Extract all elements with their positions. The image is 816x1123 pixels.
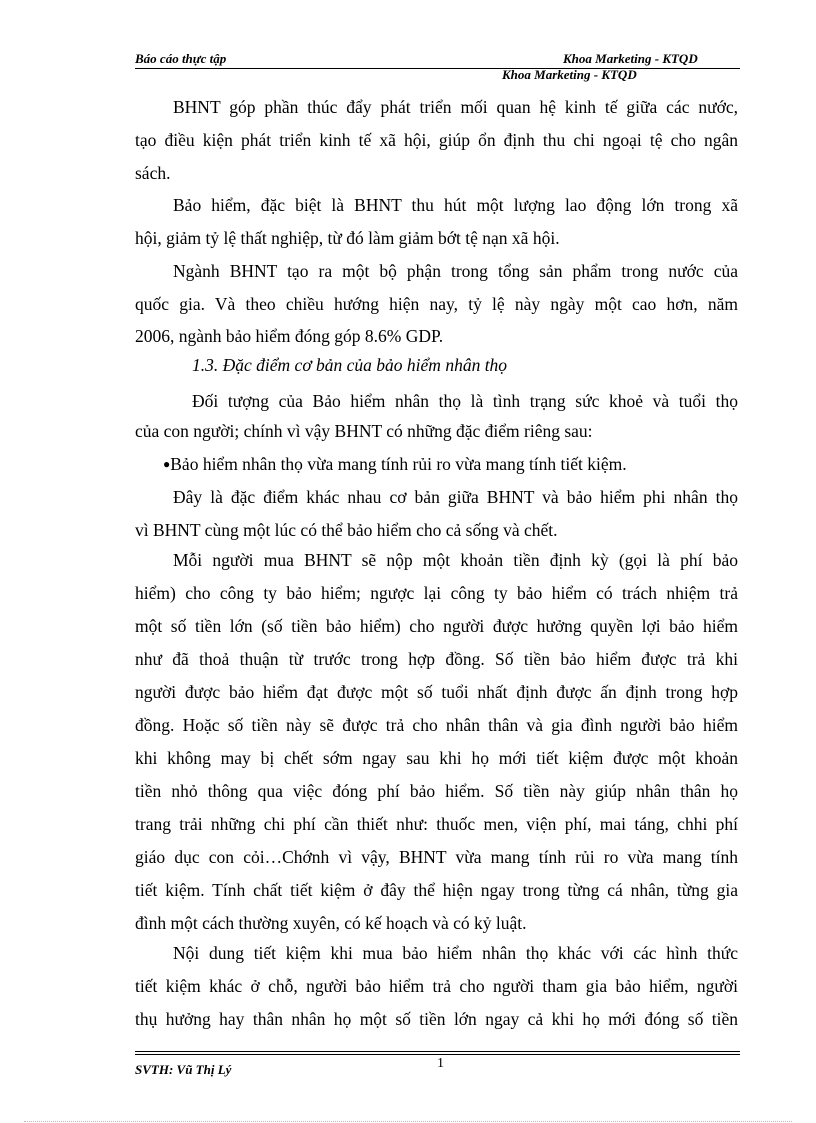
body-line: sách. [135, 163, 171, 183]
header-report-title: Báo cáo thực tập [135, 51, 227, 66]
body-line: như đã thoả thuận từ trước trong hợp đồng. Số tiền bảo hiểm được trả khi [135, 649, 738, 669]
body-line: Ngành BHNT tạo ra một bộ phận trong tổng sản phẩm trong nước của [173, 261, 738, 281]
bullet-item [163, 454, 627, 474]
section-heading: 1.3. Đặc điểm cơ bản của bảo hiểm nhân thọ [192, 355, 508, 375]
header-faculty: Khoa Marketing - KTQD [563, 51, 698, 66]
body-line: Mỗi người mua BHNT sẽ nộp một khoản tiền định kỳ (gọi là phí bảo [173, 550, 738, 570]
bullet-text: Bảo hiểm nhân thọ vừa mang tính rủi ro vừa mang tính tiết kiệm. [170, 454, 627, 474]
body-line: đồng. Hoặc số tiền này sẽ được trả cho nhân thân và gia đình người bảo hiểm [135, 715, 738, 735]
body-line: Nội dung tiết kiệm khi mua bảo hiểm nhân thọ khác với các hình thức [173, 943, 738, 963]
footer-author: SVTH: Vũ Thị Lý [135, 1062, 232, 1077]
body-line: một số tiền lớn (số tiền bảo hiểm) cho người được hưởng quyền lợi bảo hiểm [135, 616, 738, 636]
footer-rule [135, 1054, 740, 1055]
page-number: 1 [437, 1056, 444, 1071]
body-line: khi không may bị chết sớm ngay sau khi họ mới tiết kiệm được một khoản [135, 748, 738, 768]
body-line: của con người; chính vì vậy BHNT có những đặc điểm riêng sau: [135, 421, 593, 441]
header-rule [135, 68, 740, 69]
page-edge-dots [24, 1121, 792, 1122]
body-line: giáo dục con cỏi…Chớnh vì vậy, BHNT vừa mang tính rủi ro vừa mang tính [135, 847, 738, 867]
body-line: đình một cách thường xuyên, có kế hoạch và có kỷ luật. [135, 913, 527, 933]
body-line: quốc gia. Và theo chiều hướng hiện nay, tỷ lệ này ngày một cao hơn, năm [135, 294, 738, 314]
body-line: tiết kiệm khác ở chỗ, người bảo hiểm trả cho người tham gia bảo hiểm, người [135, 976, 738, 996]
body-line: Đây là đặc điểm khác nhau cơ bản giữa BHNT và bảo hiểm phi nhân thọ [173, 487, 738, 507]
body-line: thụ hưởng hay thân nhân họ một số tiền lớn ngay cả khi họ mới đóng số tiền [135, 1009, 738, 1029]
body-line: vì BHNT cùng một lúc có thể bảo hiểm cho cả sống và chết. [135, 520, 558, 540]
bullet-icon: ● [163, 457, 171, 471]
body-line: trang trải những chi phí cần thiết như: thuốc men, viện phí, mai táng, chhi phí [135, 814, 738, 834]
body-line: tiền nhỏ thông qua việc đóng phí bảo hiểm. Số tiền này giúp nhân thân họ [135, 781, 738, 801]
body-line: BHNT góp phần thúc đẩy phát triển mối quan hệ kinh tế giữa các nước, [173, 97, 738, 117]
body-line: người được bảo hiểm đạt được một số tuổi nhất định được ấn định trong hợp [135, 682, 738, 702]
body-line: tiết kiệm. Tính chất tiết kiệm ở đây thể hiện ngay trong từng cá nhân, từng gia [135, 880, 738, 900]
body-line: tạo điều kiện phát triển kinh tế xã hội, giúp ổn định thu chi ngoại tệ cho ngân [135, 130, 738, 150]
body-line: hiểm) cho công ty bảo hiểm; ngược lại công ty bảo hiểm có trách nhiệm trả [135, 583, 738, 603]
body-line: Bảo hiểm, đặc biệt là BHNT thu hút một lượng lao động lớn trong xã [173, 195, 738, 215]
header-faculty-repeat: Khoa Marketing - KTQD [502, 67, 637, 82]
footer-rule [135, 1051, 740, 1052]
body-line: 2006, ngành bảo hiểm đóng góp 8.6% GDP. [135, 326, 444, 346]
body-line: Đối tượng của Bảo hiểm nhân thọ là tình trạng sức khoẻ và tuổi thọ [192, 391, 738, 411]
body-line: hội, giảm tỷ lệ thất nghiệp, từ đó làm giảm bớt tệ nạn xã hội. [135, 228, 560, 248]
